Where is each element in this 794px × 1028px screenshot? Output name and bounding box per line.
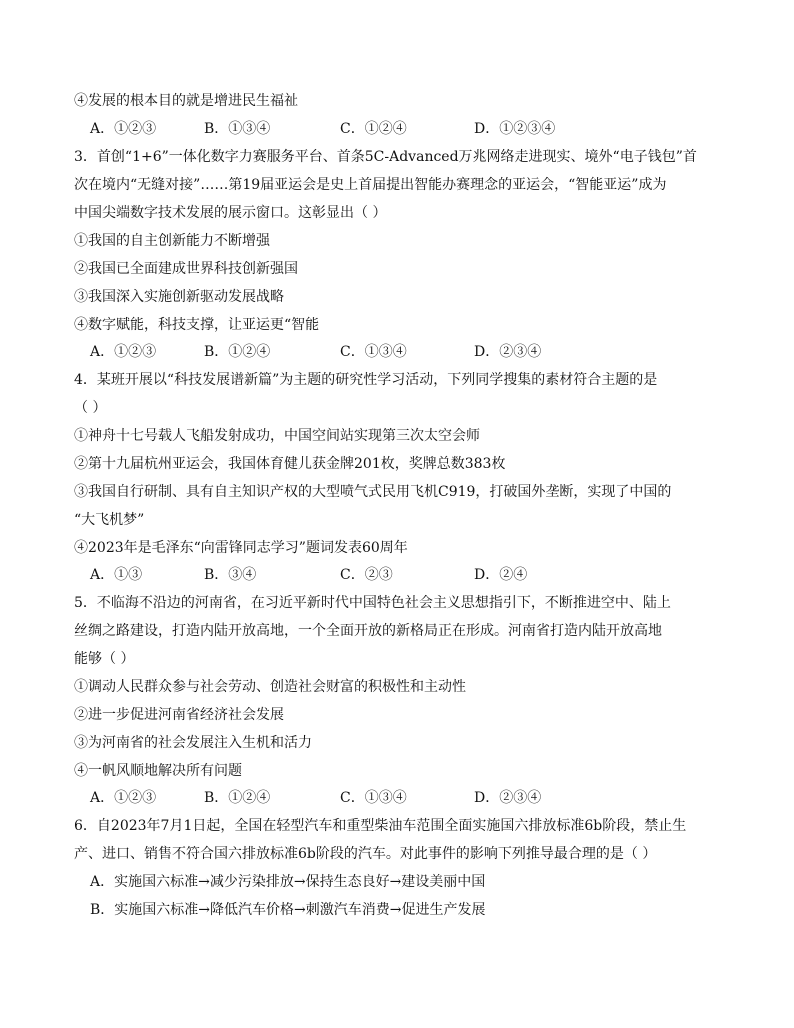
option-a: A．①②③ xyxy=(90,121,157,137)
question-5-statement-3: ③为河南省的社会发展注入生机和活力 xyxy=(74,735,312,751)
question-6-stem-line-2: 产、进口、销售不符合国六排放标准6b阶段的汽车。对此事件的影响下列推导最合理的是（ ） xyxy=(74,846,657,862)
option-c: C．①②④ xyxy=(340,121,407,137)
question-5-statement-1: ①调动人民群众参与社会劳动、创造社会财富的积极性和主动性 xyxy=(74,679,466,695)
question-6-option-a: A．实施国六标准→减少污染排放→保持生态良好→建设美丽中国 xyxy=(90,874,486,890)
question-5-statement-2: ②进一步促进河南省经济社会发展 xyxy=(74,707,284,723)
option-a: A．①②③ xyxy=(90,344,157,360)
option-d: D．①②③④ xyxy=(474,121,556,137)
option-d: D．②③④ xyxy=(474,344,542,360)
question-5-stem-line-2: 丝绸之路建设，打造内陆开放高地，一个全面开放的新格局正在形成。河南省打造内陆开放高地 xyxy=(74,623,662,639)
question-3-statement-1: ①我国的自主创新能力不断增强 xyxy=(74,233,270,249)
option-d: D．②③④ xyxy=(474,790,542,806)
option-b: B．①②④ xyxy=(204,790,271,806)
option-a: A．①③ xyxy=(90,567,143,583)
question-4-statement-1: ①神舟十七号载人飞船发射成功，中国空间站实现第三次太空会师 xyxy=(74,428,480,444)
question-5-stem-line-3: 能够（ ） xyxy=(74,651,135,667)
option-a: A．①②③ xyxy=(90,790,157,806)
question-6-stem-line-1: 6．自2023年7月1日起，全国在轻型汽车和重型柴油车范围全面实施国六排放标准6b阶段，禁止生 xyxy=(74,818,687,834)
question-3-stem-line-1: 3．首创“1+6”一体化数字力赛服务平台、首条5C-Advanced万兆网络走进现实、境外“电子钱包”首 xyxy=(74,149,697,165)
option-b: B．③④ xyxy=(204,567,257,583)
option-c: C．①③④ xyxy=(340,344,407,360)
question-4-statement-3-line-1: ③我国自行研制、具有自主知识产权的大型喷气式民用飞机C919，打破国外垄断，实现了中国的 xyxy=(74,484,672,500)
question-3-stem-line-3: 中国尖端数字技术发展的展示窗口。这彰显出（ ） xyxy=(74,205,387,221)
option-b: B．①②④ xyxy=(204,344,271,360)
option-c: C．①③④ xyxy=(340,790,407,806)
question-4-statement-3-line-2: “大飞机梦” xyxy=(74,512,145,528)
question-3-statement-2: ②我国已全面建成世界科技创新强国 xyxy=(74,261,298,277)
option-d: D．②④ xyxy=(474,567,528,583)
statement-4: ④发展的根本目的就是增进民生福祉 xyxy=(74,93,298,109)
question-3-stem-line-2: 次在境内“无缝对接”……第19届亚运会是史上首届提出智能办赛理念的亚运会，“智能亚运”成为 xyxy=(74,177,667,193)
option-c: C．②③ xyxy=(340,567,393,583)
question-3-statement-3: ③我国深入实施创新驱动发展战略 xyxy=(74,289,284,305)
question-4-stem-line-2: （ ） xyxy=(74,400,107,416)
question-3-statement-4: ④数字赋能，科技支撑，让亚运更“智能 xyxy=(74,317,320,333)
question-4-statement-2: ②第十九届杭州亚运会，我国体育健儿获金牌201枚，奖牌总数383枚 xyxy=(74,456,506,472)
question-6-option-b: B．实施国六标准→降低汽车价格→刺激汽车消费→促进生产发展 xyxy=(90,902,486,918)
question-5-stem-line-1: 5．不临海不沿边的河南省，在习近平新时代中国特色社会主义思想指引下，不断推进空中、陆上 xyxy=(74,595,671,611)
option-b: B．①③④ xyxy=(204,121,271,137)
question-4-statement-4: ④2023年是毛泽东“向雷锋同志学习”题词发表60周年 xyxy=(74,540,408,556)
question-5-statement-4: ④一帆风顺地解决所有问题 xyxy=(74,763,242,779)
question-4-stem-line-1: 4．某班开展以“科技发展谱新篇”为主题的研究性学习活动，下列同学搜集的素材符合主题的是 xyxy=(74,372,658,388)
